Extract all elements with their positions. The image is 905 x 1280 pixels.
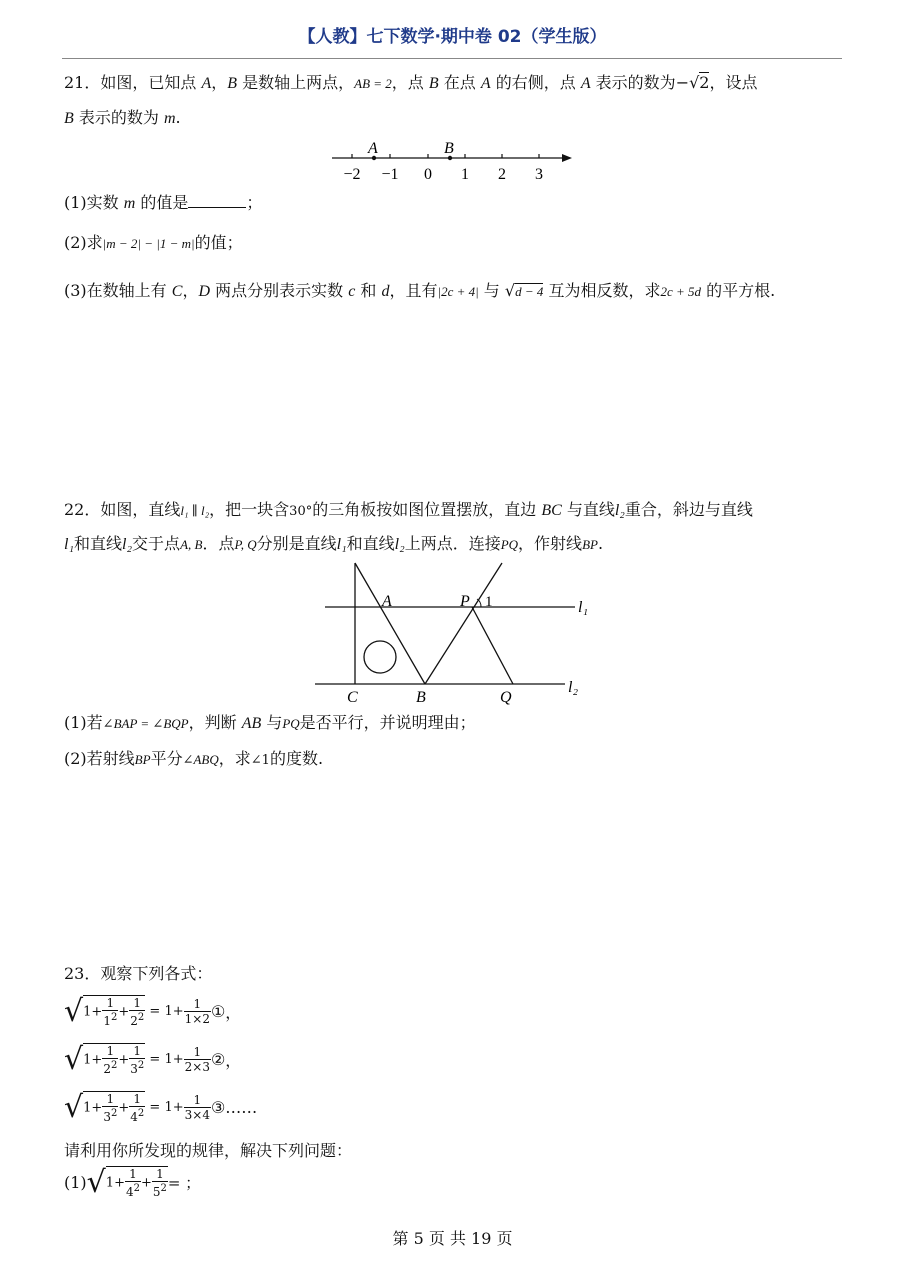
- q22-part2: (2)若射线BP平分∠ABQ，求∠1的度数.: [64, 749, 324, 768]
- q22-line2: l₁和直线l₂交于点A, B．点P, Q分别是直线l₁和直线l₂上两点．连接PQ，作射线BP.: [64, 534, 604, 553]
- label-l1: l₁: [578, 599, 589, 616]
- q21-part2: (2)求|m − 2| − |1 − m|的值；: [64, 233, 243, 252]
- label-angle-1: 1: [485, 594, 493, 610]
- q21-part3: (3)在数轴上有 C，D 两点分别表示实数 c 和 d，且有|2c + 4| 与 √d − 4 互为相反数，求2c + 5d 的平方根.: [64, 281, 776, 300]
- segment-pq: [472, 607, 513, 684]
- sqrt-2: √2: [689, 73, 710, 92]
- tick-label: 3: [535, 166, 543, 183]
- formula-row-2: √1+ $\frac{1}{2^2}$ + $\frac{1}{3^2}$ = 1+ $\frac{1}{2\times 3}$ ②，: [64, 1042, 242, 1077]
- triangle-hypotenuse: [355, 563, 425, 684]
- header-divider: [62, 58, 842, 59]
- label-c: C: [347, 689, 358, 705]
- q22-line1: 22．如图，直线l₁ ∥ l₂，把一块含30°的三角板按如图位置摆放，直边 BC 与直线l₂重合，斜边与直线: [64, 500, 753, 519]
- q23-intro: 23．观察下列各式：: [64, 964, 213, 983]
- tick-label: 1: [461, 166, 469, 183]
- triangle-hole: [364, 641, 396, 673]
- tick-label: 2: [498, 166, 506, 183]
- number-line-figure: [330, 138, 575, 186]
- sqrt-d-minus-4: √d − 4: [504, 281, 544, 300]
- label-a: A: [382, 593, 392, 610]
- label-b: B: [416, 689, 426, 705]
- label-l2: l₂: [568, 679, 579, 696]
- point-a-label: A: [368, 140, 378, 157]
- label-q: Q: [500, 689, 512, 705]
- q23-part1: (1)√1+ $\frac{1}{4^2}$ + $\frac{1}{5^2}$ = ；: [64, 1165, 201, 1200]
- q21-line2: B 表示的数为 m.: [64, 108, 181, 127]
- tick-label: 0: [424, 166, 432, 183]
- geometry-figure: [310, 560, 600, 705]
- formula-row-3: √1+ $\frac{1}{3^2}$ + $\frac{1}{4^2}$ = 1+ $\frac{1}{3\times 4}$ ③……: [64, 1090, 258, 1125]
- q22-part1: (1)若∠BAP = ∠BQP，判断 AB 与PQ是否平行，并说明理由；: [64, 713, 476, 732]
- q21-line1: 21．如图，已知点 A，B 是数轴上两点，AB = 2，点 B 在点 A 的右侧，点 A 表示的数为−√2，设点: [64, 73, 758, 92]
- label-p: P: [460, 593, 470, 610]
- page-header: 【人教】七下数学·期中卷 02（学生版）: [298, 27, 607, 47]
- ray-bp: [425, 563, 502, 684]
- formula-row-1: √1+ $\frac{1}{1^2}$ + $\frac{1}{2^2}$ = 1+ $\frac{1}{1\times 2}$ ①，: [64, 994, 242, 1029]
- tick-label: −2: [343, 166, 361, 183]
- q23-instruction: 请利用你所发现的规律，解决下列问题：: [64, 1141, 353, 1160]
- point-b-label: B: [444, 140, 454, 157]
- arrow-head-icon: [562, 154, 572, 162]
- tick-label: −1: [381, 166, 399, 183]
- q21-part1: (1)实数 m 的值是 ；: [64, 193, 263, 212]
- page-footer: 第 5 页 共 19 页: [392, 1229, 513, 1248]
- answer-blank: [188, 193, 246, 208]
